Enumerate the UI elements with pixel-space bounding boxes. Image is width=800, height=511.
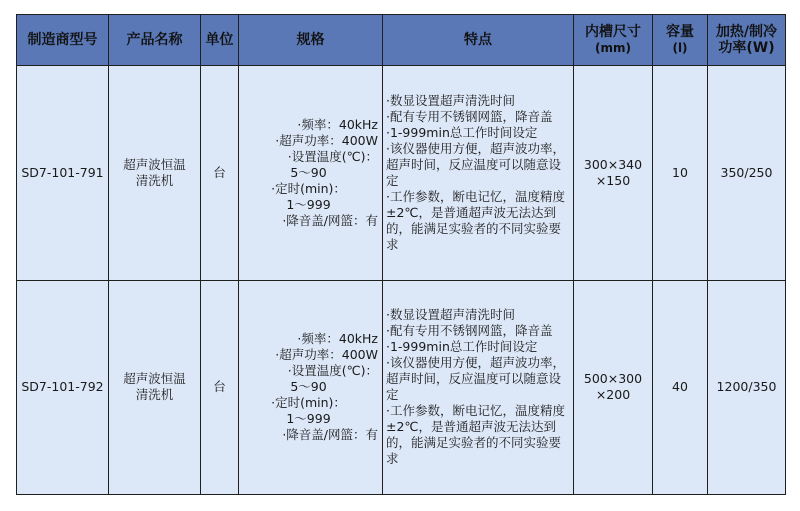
cell-features [383, 280, 574, 495]
cell-model: SD7-101-791 [17, 66, 109, 281]
spec-line: ·频率：40kHz [297, 116, 378, 132]
feature-item: ·该仪器使用方便，超声波功率，超声时间，反应温度可以随意设定 [386, 355, 565, 403]
cell-tank-line: 300×340 [583, 156, 643, 172]
feature-item: ·数显设置超声清洗时间 [386, 307, 515, 323]
cell-spec [239, 280, 383, 495]
header-tank-label: 内槽尺寸 [585, 24, 641, 40]
feature-item: ·工作参数，断电记忆，温度精度±2℃，是普通超声波无法达到的，能满足实验者的不同实验要求 [386, 188, 565, 252]
cell-spec [239, 66, 383, 281]
cell-capacity: 10 [653, 66, 708, 281]
spec-line: ·设置温度(℃)： [287, 363, 378, 379]
cell-name-line: 清洗机 [135, 172, 174, 188]
header-model: 制造商型号 [17, 15, 109, 66]
cell-name [109, 280, 201, 495]
cell-capacity: 40 [653, 280, 708, 495]
header-unit: 单位 [201, 15, 239, 66]
header-features: 特点 [383, 15, 574, 66]
table-row [17, 66, 786, 281]
header-name: 产品名称 [109, 15, 201, 66]
cell-tank [574, 280, 653, 495]
header-capacity-label: 容量 [666, 24, 694, 40]
cell-power: 350/250 [708, 66, 786, 281]
header-power [708, 15, 786, 66]
cell-name-line: 超声波恒温 [123, 371, 186, 387]
spec-line: ·频率：40kHz [297, 331, 378, 347]
cell-unit: 台 [201, 280, 239, 495]
cell-name-line: 超声波恒温 [123, 156, 186, 172]
product-table [16, 14, 786, 495]
cell-tank [574, 66, 653, 281]
table-row [17, 280, 786, 495]
spec-line: 1～999 [286, 196, 331, 212]
cell-tank-line: 500×300 [583, 371, 643, 387]
cell-unit: 台 [201, 66, 239, 281]
cell-features [383, 66, 574, 281]
feature-item: ·配有专用不锈钢网篮，降音盖 [386, 323, 553, 339]
feature-item: ·工作参数，断电记忆，温度精度±2℃，是普通超声波无法达到的，能满足实验者的不同实验要求 [386, 403, 565, 467]
cell-name-line: 清洗机 [135, 387, 174, 403]
cell-tank-line: ×200 [595, 387, 631, 403]
feature-item: ·配有专用不锈钢网篮，降音盖 [386, 108, 553, 124]
feature-item: ·该仪器使用方便，超声波功率，超声时间，反应温度可以随意设定 [386, 140, 565, 188]
spec-line: ·设置温度(℃)： [287, 148, 378, 164]
cell-model: SD7-101-792 [17, 280, 109, 495]
header-tank-unit: (mm) [595, 41, 631, 55]
feature-item: ·1-999min总工作时间设定 [386, 124, 538, 140]
spec-line: ·降音盖/网篮：有 [282, 212, 378, 228]
spec-line: 5～90 [290, 379, 327, 395]
header-capacity-unit: (l) [672, 41, 688, 55]
cell-tank-line: ×150 [595, 172, 631, 188]
spec-line: ·超声功率：400W [275, 132, 378, 148]
header-row [17, 15, 786, 66]
spec-line: 1～999 [286, 411, 331, 427]
feature-item: ·1-999min总工作时间设定 [386, 339, 538, 355]
spec-line: 5～90 [290, 164, 327, 180]
cell-name [109, 66, 201, 281]
spec-line: ·定时(min)： [271, 180, 346, 196]
feature-item: ·数显设置超声清洗时间 [386, 92, 515, 108]
header-tank [574, 15, 653, 66]
spec-line: ·定时(min)： [271, 395, 346, 411]
cell-power: 1200/350 [708, 280, 786, 495]
spec-line: ·降音盖/网篮：有 [282, 427, 378, 443]
header-power-label: 加热/制冷 [715, 24, 778, 40]
header-spec: 规格 [239, 15, 383, 66]
spec-line: ·超声功率：400W [275, 347, 378, 363]
header-power-unit: 功率(W) [718, 40, 775, 56]
header-capacity [653, 15, 708, 66]
